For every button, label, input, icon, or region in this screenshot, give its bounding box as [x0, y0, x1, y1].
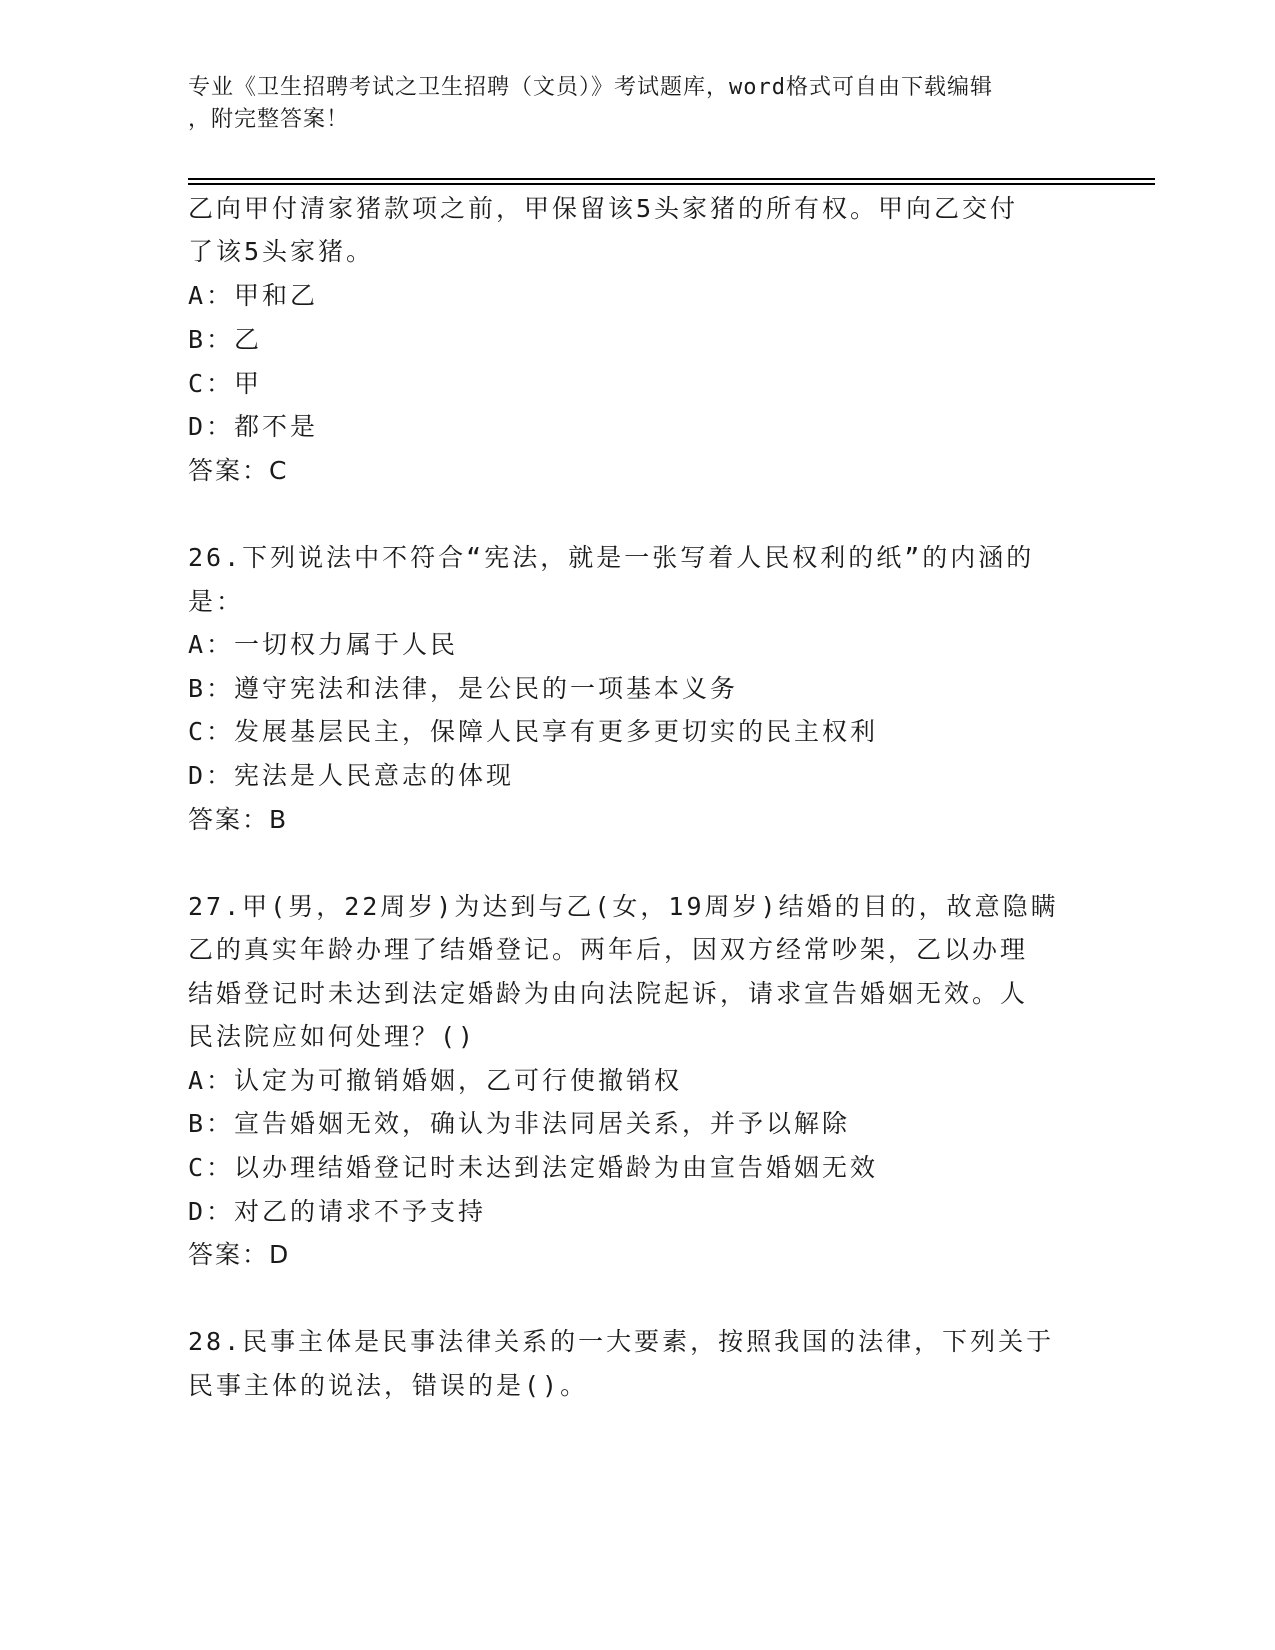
q26-stem-line-2: 是：	[188, 587, 245, 616]
header-line-1: 专业《卫生招聘考试之卫生招聘（文员）》考试题库，word格式可自由下载编辑	[188, 75, 993, 100]
q25-stem-line-2: 了该5头家猪。	[188, 237, 375, 266]
q26-option-c: C：发展基层民主，保障人民享有更多更切实的民主权利	[188, 717, 879, 746]
q27-stem-line-3: 结婚登记时未达到法定婚龄为由向法院起诉，请求宣告婚姻无效。人	[188, 979, 1029, 1008]
q25-option-c: C：甲	[188, 369, 263, 398]
q27-stem-line-2: 乙的真实年龄办理了结婚登记。两年后，因双方经常吵架，乙以办理	[188, 935, 1029, 964]
q27-stem-line-4: 民法院应如何处理？()	[188, 1022, 477, 1051]
q26-option-b: B：遵守宪法和法律，是公民的一项基本义务	[188, 674, 739, 703]
q25-option-b: B：乙	[188, 325, 263, 354]
document-header	[188, 72, 1068, 136]
q27-answer: 答案：D	[188, 1240, 291, 1269]
q28-stem-line-2: 民事主体的说法，错误的是()。	[188, 1371, 589, 1400]
q26-stem-line-1: 26.下列说法中不符合“宪法，就是一张写着人民权利的纸”的内涵的	[188, 543, 1035, 572]
q26-answer: 答案：B	[188, 805, 289, 834]
q27-option-a: A：认定为可撤销婚姻，乙可行使撤销权	[188, 1066, 683, 1095]
q27-option-c: C：以办理结婚登记时未达到法定婚龄为由宣告婚姻无效	[188, 1153, 879, 1182]
header-rule-top	[188, 178, 1155, 180]
q25-answer: 答案：C	[188, 456, 289, 485]
q25-stem-line-1: 乙向甲付清家猪款项之前，甲保留该5头家猪的所有权。甲向乙交付	[188, 194, 1019, 223]
q25-option-a: A：甲和乙	[188, 281, 319, 310]
q25-option-d: D：都不是	[188, 412, 319, 441]
q27-stem-line-1: 27.甲(男，22周岁)为达到与乙(女，19周岁)结婚的目的，故意隐瞒	[188, 892, 1059, 921]
header-rule-bottom	[188, 183, 1155, 185]
q27-option-b: B：宣告婚姻无效，确认为非法同居关系，并予以解除	[188, 1109, 851, 1138]
header-line-2: ，附完整答案！	[188, 107, 350, 132]
q27-option-d: D：对乙的请求不予支持	[188, 1197, 487, 1226]
q26-option-d: D：宪法是人民意志的体现	[188, 761, 515, 790]
q26-option-a: A：一切权力属于人民	[188, 630, 459, 659]
q28-stem-line-1: 28.民事主体是民事法律关系的一大要素，按照我国的法律，下列关于	[188, 1327, 1055, 1356]
